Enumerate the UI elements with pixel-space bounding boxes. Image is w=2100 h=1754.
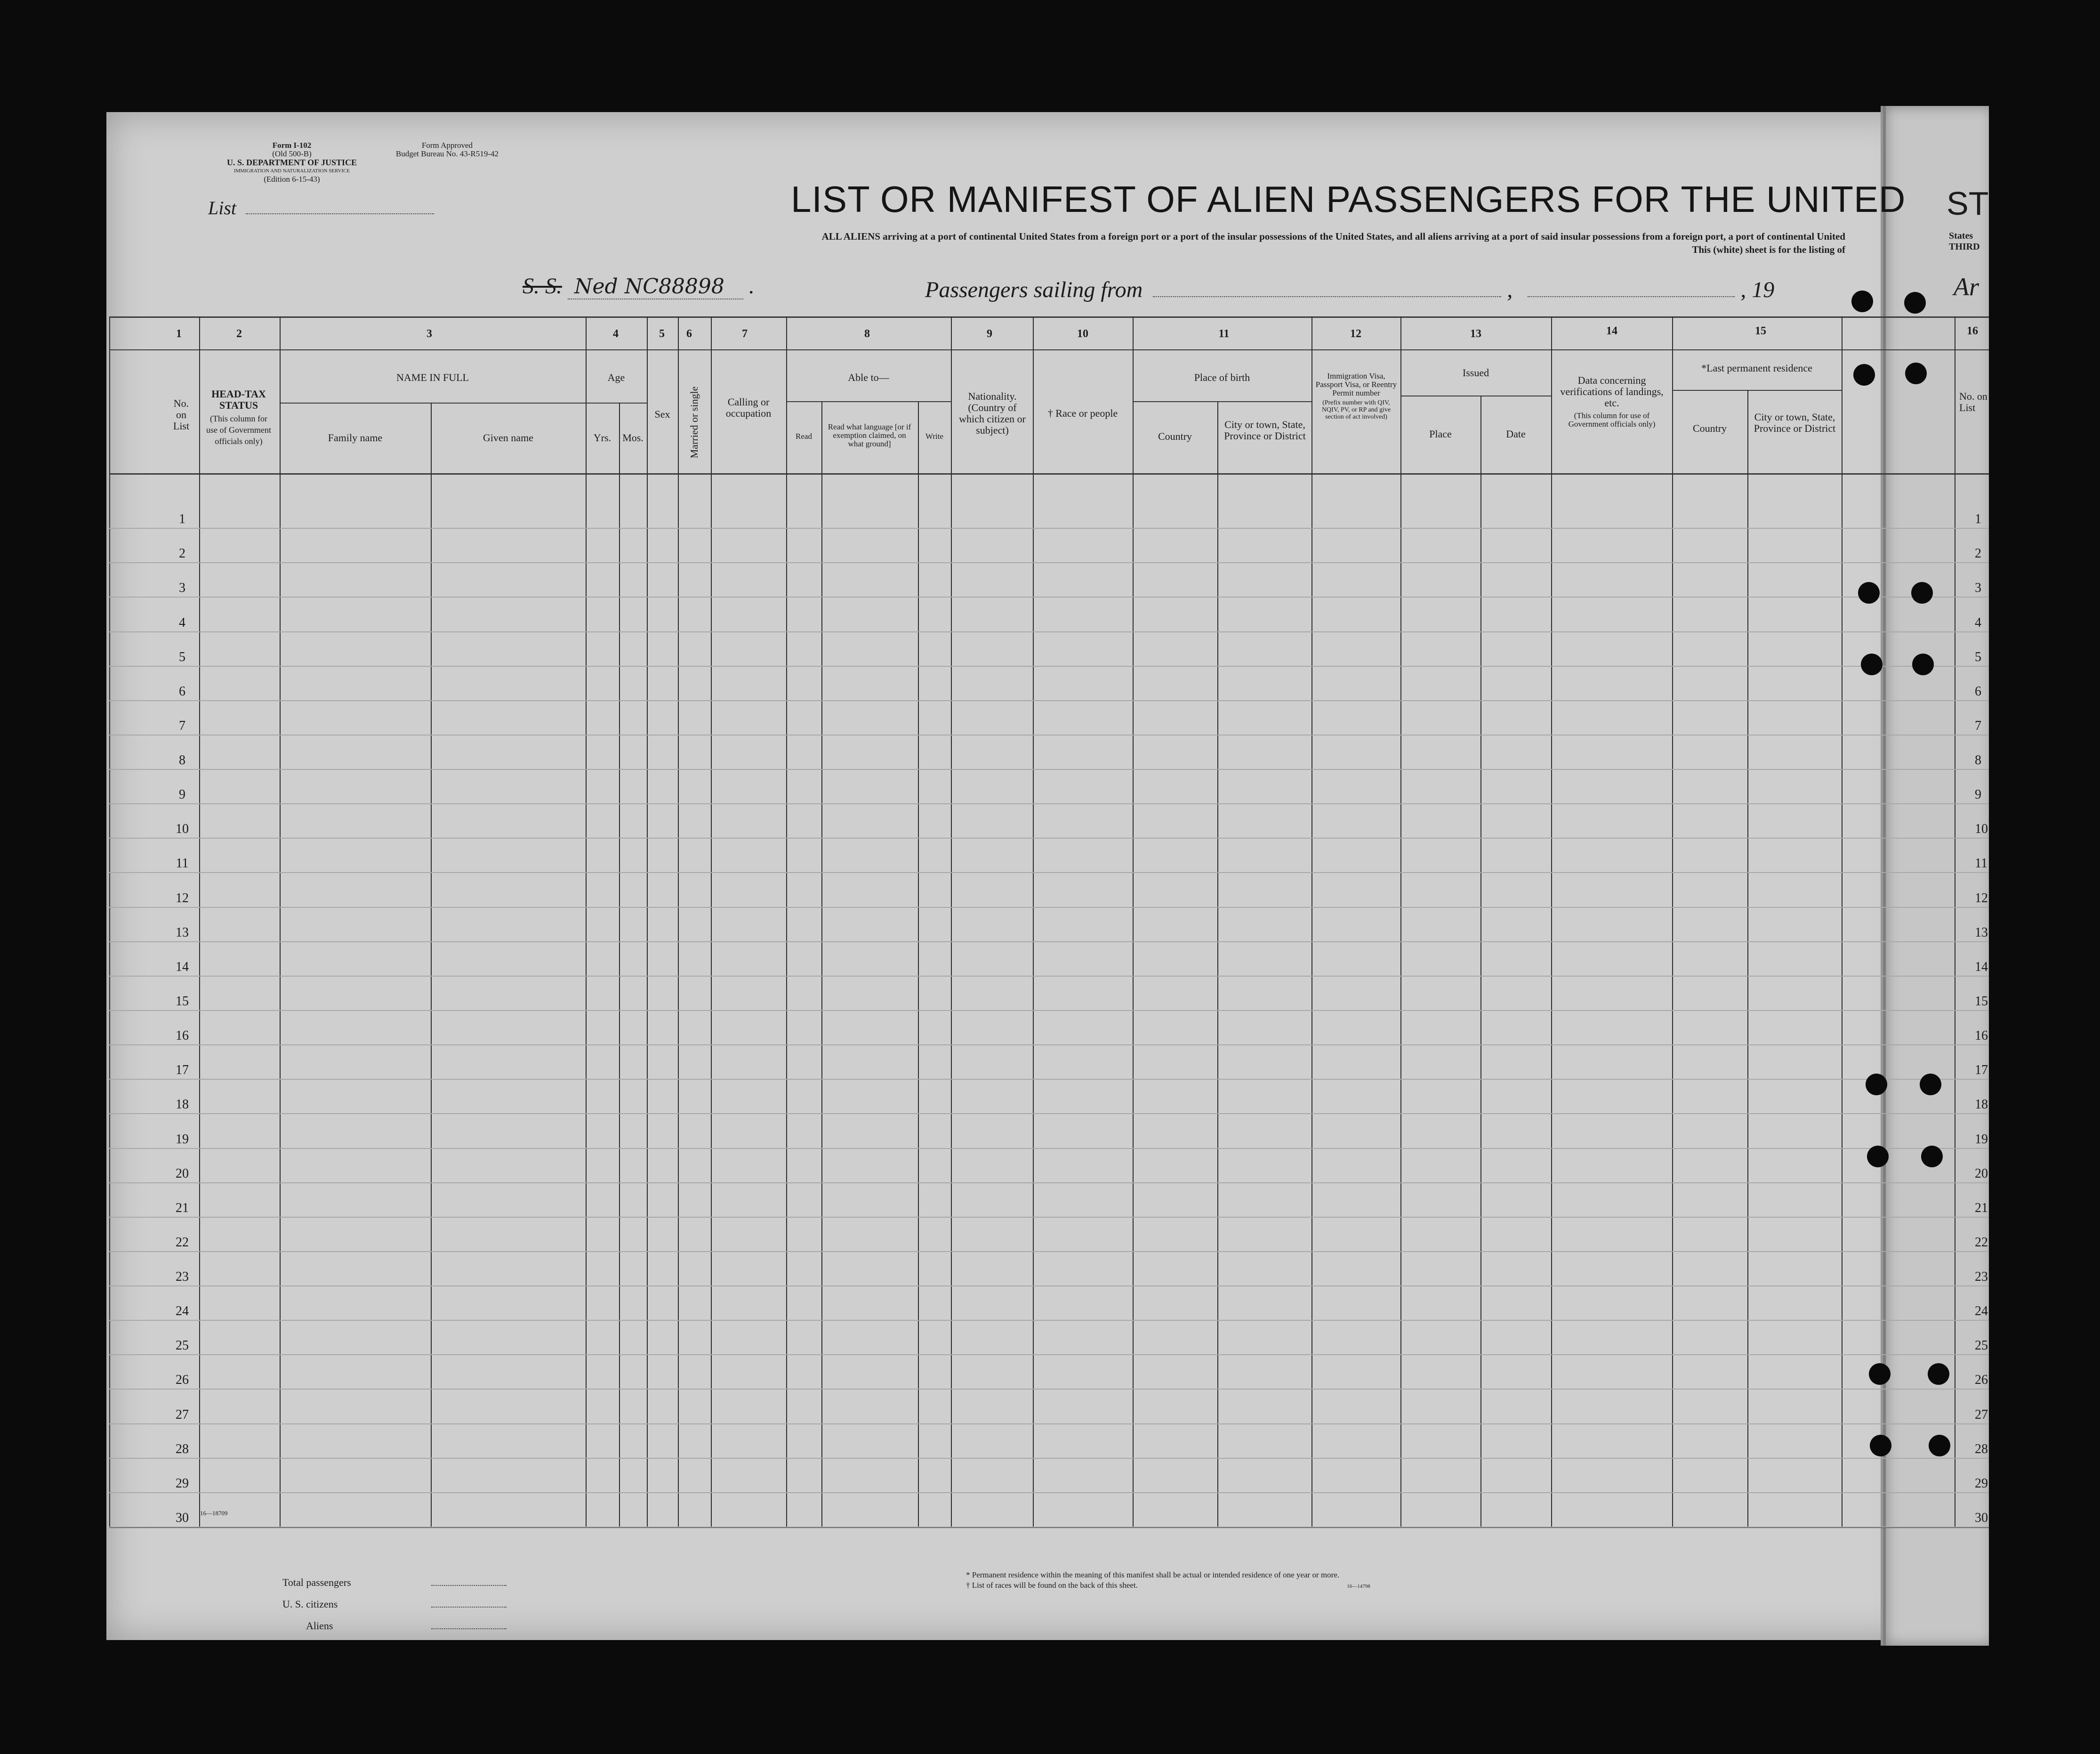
row-line — [109, 769, 1990, 770]
column-number: 4 — [613, 328, 619, 340]
row-number: 2 — [179, 546, 185, 561]
right-row-number: 26 — [1975, 1373, 1988, 1387]
row-number: 28 — [176, 1442, 189, 1456]
head-tax-title: HEAD-TAX STATUS — [211, 388, 266, 411]
name-subheader-line — [280, 403, 586, 404]
form-service: IMMIGRATION AND NATURALIZATION SERVICE — [233, 168, 350, 174]
column-number: 3 — [426, 328, 432, 340]
row-number: 27 — [176, 1407, 189, 1422]
column-divider — [1842, 316, 1843, 1528]
right-row-number: 24 — [1975, 1304, 1988, 1318]
row-line — [109, 838, 1990, 839]
right-row-number: 15 — [1975, 994, 1988, 1009]
row-line — [109, 907, 1990, 908]
row-number: 10 — [176, 822, 189, 836]
right-row-number: 4 — [1975, 615, 1981, 630]
ship-name[interactable]: Ned NC88898 — [568, 275, 743, 299]
us-citizens-label: U. S. citizens — [282, 1598, 338, 1610]
colnum-row-border — [109, 349, 1990, 350]
row-number: 19 — [176, 1132, 189, 1147]
row-line — [109, 1389, 1990, 1390]
issued-date-heading: Date — [1506, 428, 1526, 440]
birth-country-heading: Country — [1158, 430, 1192, 442]
read-heading: Read — [796, 432, 812, 441]
col16-heading: No. on List — [1959, 390, 1987, 413]
row-number: 7 — [179, 719, 185, 733]
row-line — [109, 562, 1990, 563]
row-number: 24 — [176, 1304, 189, 1318]
issued-heading: Issued — [1462, 367, 1489, 379]
right-row-number: 11 — [1975, 856, 1987, 871]
footnotes — [966, 1570, 1370, 1592]
able-subheader-line — [786, 401, 951, 402]
nationality-heading: Nationality. (Country of which citizen or subject) — [959, 390, 1026, 436]
row-number: 16 — [176, 1028, 189, 1043]
race-heading: † Race or people — [1047, 407, 1118, 419]
row-line — [109, 1527, 1990, 1528]
right-row-number: 6 — [1975, 684, 1981, 699]
punch-hole — [1929, 1435, 1950, 1456]
right-row-number: 13 — [1975, 925, 1988, 940]
row-number: 8 — [179, 753, 185, 768]
row-number: 12 — [176, 891, 189, 905]
aliens-label: Aliens — [306, 1620, 333, 1632]
list-blank[interactable] — [246, 213, 434, 214]
right-row-number: 2 — [1975, 546, 1981, 561]
row-line — [109, 941, 1990, 942]
issued-place-heading: Place — [1429, 428, 1452, 440]
column-number: 1 — [176, 328, 182, 340]
right-row-number: 28 — [1975, 1442, 1988, 1456]
list-field — [208, 197, 434, 219]
row-line — [109, 597, 1990, 598]
column-number: 16 — [1967, 325, 1978, 337]
column-number: 6 — [686, 328, 692, 340]
punch-hole — [1867, 1146, 1889, 1167]
column-number: 8 — [864, 328, 870, 340]
column-divider — [1747, 390, 1748, 1528]
row-line — [109, 700, 1990, 701]
punch-hole — [1911, 582, 1933, 604]
column-number: 15 — [1755, 325, 1766, 337]
row-line — [109, 1285, 1990, 1286]
us-citizens-blank[interactable] — [431, 1607, 507, 1608]
sheet-fold — [1883, 106, 1886, 1646]
row-line — [109, 1354, 1990, 1355]
age-subheader-line — [586, 403, 647, 404]
aliens-row — [282, 1615, 507, 1637]
right-row-number: 9 — [1975, 787, 1981, 802]
scan-border — [1989, 94, 2100, 1672]
total-passengers-row — [282, 1572, 507, 1593]
column-number: 10 — [1077, 328, 1088, 340]
ship-field: S. S. Ned NC88898 . — [523, 274, 755, 299]
list-label: List — [208, 197, 237, 218]
right-row-number: 12 — [1975, 891, 1988, 905]
manifest-sheet — [106, 112, 1911, 1640]
page-title: LIST OR MANIFEST OF ALIEN PASSENGERS FOR THE UNITED — [791, 178, 1906, 220]
column-divider — [1133, 316, 1134, 1528]
row-number: 3 — [179, 581, 185, 595]
visa-heading — [1315, 372, 1397, 420]
row-line — [109, 1148, 1990, 1149]
row-line — [109, 735, 1990, 736]
row-number: 13 — [176, 925, 189, 940]
row-line — [109, 872, 1990, 873]
row-number: 15 — [176, 994, 189, 1009]
row-number: 30 — [176, 1511, 189, 1525]
row-line — [109, 1423, 1990, 1424]
row-number: 5 — [179, 650, 185, 664]
right-row-number: 20 — [1975, 1166, 1988, 1181]
given-name-heading: Given name — [483, 432, 533, 444]
print-code: 16—18709 — [200, 1510, 228, 1517]
right-row-number: 8 — [1975, 753, 1981, 768]
row-number: 17 — [176, 1063, 189, 1077]
punch-hole — [1866, 1074, 1887, 1095]
visa-note: (Prefix number with QIV, NQIV, PV, or RP and give section of act involved) — [1321, 399, 1391, 420]
column-divider — [586, 316, 587, 1528]
punch-hole — [1858, 582, 1880, 604]
column-divider — [1217, 401, 1218, 1528]
row-line — [109, 976, 1990, 977]
right-row-number: 30 — [1975, 1511, 1988, 1525]
column-number: 12 — [1350, 328, 1361, 340]
column-divider — [711, 316, 712, 1528]
right-row-number: 7 — [1975, 719, 1981, 733]
row-line — [109, 631, 1990, 632]
row-line — [109, 1492, 1990, 1493]
row-line — [109, 666, 1990, 667]
sailing-port-blank[interactable] — [1153, 296, 1501, 297]
instructions-continued-1: States — [1949, 231, 1973, 241]
footnote-code: 16—14798 — [1347, 1584, 1370, 1589]
punch-hole — [1851, 291, 1873, 312]
row-number: 22 — [176, 1235, 189, 1250]
right-row-number: 19 — [1975, 1132, 1988, 1147]
form-edition: (Edition 6-15-43) — [264, 175, 320, 184]
row-number: 23 — [176, 1269, 189, 1284]
us-citizens-row — [282, 1593, 507, 1615]
visa-title: Immigration Visa, Passport Visa, or Reentry Permit number — [1315, 372, 1397, 397]
right-row-number: 16 — [1975, 1028, 1988, 1043]
birth-subheader-line — [1133, 401, 1311, 402]
right-row-number: 5 — [1975, 650, 1981, 664]
sheet-note: This (white) sheet is for the listing of — [1692, 244, 1845, 255]
column-number: 5 — [659, 328, 665, 340]
column-number: 9 — [987, 328, 992, 340]
right-row-number: 21 — [1975, 1201, 1988, 1215]
column-divider — [280, 316, 281, 1528]
form-number: Form I-102 — [272, 141, 312, 150]
instructions-continued — [1949, 231, 1980, 252]
ship-label: S. S. — [523, 274, 562, 299]
column-divider — [1400, 316, 1401, 1528]
right-row-number: 27 — [1975, 1407, 1988, 1422]
verification-note: (This column for use of Government officials only) — [1568, 411, 1656, 428]
row-number: 14 — [176, 960, 189, 974]
right-row-number: 22 — [1975, 1235, 1988, 1250]
form-approval — [377, 141, 518, 158]
birthplace-heading: Place of birth — [1194, 372, 1250, 383]
residence-country-heading: Country — [1692, 422, 1727, 434]
sailing-date-blank[interactable] — [1528, 296, 1735, 297]
row-number: 6 — [179, 684, 185, 699]
row-number: 20 — [176, 1166, 189, 1181]
instructions-continued-2: THIRD — [1949, 242, 1980, 252]
form-department: U. S. DEPARTMENT OF JUSTICE — [226, 158, 357, 167]
punch-hole — [1869, 1363, 1891, 1385]
column-divider — [786, 316, 787, 1528]
column-number: 13 — [1470, 328, 1481, 340]
row-number: 29 — [176, 1476, 189, 1491]
col2-heading — [203, 388, 274, 447]
row-number: 21 — [176, 1201, 189, 1215]
write-heading: Write — [925, 432, 944, 441]
aliens-blank[interactable] — [431, 1628, 507, 1629]
residence-city-heading: City or town, State, Province or District — [1754, 411, 1836, 434]
language-heading: Read what language [or if exemption claimed, on what ground] — [828, 422, 911, 448]
page-title-continued: ST — [1947, 185, 1989, 222]
right-row-number: 14 — [1975, 960, 1988, 974]
column-divider — [431, 403, 432, 1528]
row-line — [109, 803, 1990, 804]
verification-heading — [1558, 375, 1666, 428]
table-top-border — [109, 316, 1990, 318]
punch-hole — [1870, 1435, 1891, 1456]
punch-hole — [1905, 363, 1927, 384]
right-row-number: 23 — [1975, 1269, 1988, 1284]
arriving-continued: Ar — [1954, 273, 1979, 301]
totals-block — [282, 1572, 507, 1637]
punch-hole — [1861, 654, 1883, 675]
verification-title: Data concerning verifications of landings, etc. — [1560, 374, 1664, 409]
row-line — [109, 528, 1990, 529]
form-id-block — [179, 141, 405, 184]
row-line — [109, 1217, 1990, 1218]
punch-hole — [1853, 364, 1875, 386]
sailing-label: Passengers sailing from — [925, 277, 1143, 302]
column-divider — [821, 401, 822, 1528]
punch-hole — [1904, 292, 1926, 314]
column-number: 14 — [1606, 325, 1617, 337]
footnote-races-row — [966, 1580, 1370, 1592]
age-years-heading: Yrs. — [593, 432, 611, 444]
birth-city-heading: City or town, State, Province or District — [1224, 419, 1306, 442]
right-row-number: 18 — [1975, 1097, 1988, 1112]
right-row-number: 29 — [1975, 1476, 1988, 1491]
column-divider — [647, 316, 648, 1528]
budget-bureau: Budget Bureau No. 43-R519-42 — [395, 149, 499, 158]
punch-hole — [1912, 654, 1934, 675]
row-number: 4 — [179, 615, 185, 630]
head-tax-note: (This column for use of Government officials only) — [206, 414, 271, 446]
form-old-number: (Old 500-B) — [272, 149, 312, 158]
row-number: 9 — [179, 787, 185, 802]
row-number: 11 — [176, 856, 189, 871]
occupation-heading: Calling or occupation — [725, 396, 772, 419]
row-line — [109, 1113, 1990, 1114]
marital-heading: Married or single — [688, 386, 700, 459]
right-row-number: 1 — [1975, 512, 1981, 526]
family-name-heading: Family name — [328, 432, 383, 444]
column-divider — [619, 403, 620, 1528]
row-line — [109, 1320, 1990, 1321]
total-passengers-label: Total passengers — [282, 1576, 351, 1588]
form-approved: Form Approved — [421, 141, 473, 150]
right-row-number: 10 — [1975, 822, 1988, 836]
column-divider — [918, 401, 919, 1528]
row-number: 18 — [176, 1097, 189, 1112]
residence-subheader-line — [1672, 390, 1842, 391]
sailing-field: Passengers sailing from , , 19 — [925, 277, 1775, 302]
footnote-races: † List of races will be found on the back of this sheet. — [966, 1581, 1138, 1590]
row-line — [109, 1079, 1990, 1080]
column-divider — [1311, 316, 1312, 1528]
col1-heading: No. on List — [173, 397, 190, 432]
right-row-number: 25 — [1975, 1338, 1988, 1353]
column-divider — [1033, 316, 1034, 1528]
row-number: 26 — [176, 1373, 189, 1387]
right-row-number: 3 — [1975, 581, 1981, 595]
column-divider — [951, 316, 952, 1528]
column-divider — [678, 316, 679, 1528]
age-months-heading: Mos. — [622, 432, 644, 444]
column-divider — [1672, 316, 1673, 1528]
column-number: 2 — [236, 328, 242, 340]
header-bottom-border — [109, 473, 1990, 475]
row-line — [109, 1010, 1990, 1011]
sex-heading: Sex — [654, 408, 670, 420]
column-number: 11 — [1218, 328, 1230, 340]
column-divider — [109, 316, 110, 1528]
footnote-residence: * Permanent residence within the meaning of this manifest shall be actual or intended residence of one year or more. — [966, 1570, 1340, 1579]
row-line — [109, 1458, 1990, 1459]
punch-hole — [1921, 1146, 1943, 1167]
age-heading: Age — [607, 372, 625, 383]
row-number: 1 — [179, 512, 185, 526]
punch-hole — [1928, 1363, 1949, 1385]
punch-hole — [1920, 1074, 1941, 1095]
row-number: 25 — [176, 1338, 189, 1353]
instructions: ALL ALIENS arriving at a port of continental United States from a foreign port or a port of the insular possessions of the United States, and all aliens arriving at a port of said insular possessions from a foreign port, a port of continental United — [821, 231, 1845, 242]
right-row-number: 17 — [1975, 1063, 1988, 1077]
column-divider — [1480, 396, 1481, 1528]
able-to-heading: Able to— — [848, 372, 889, 383]
year-label: , 19 — [1740, 277, 1775, 302]
row-line — [109, 1182, 1990, 1183]
column-number: 7 — [742, 328, 748, 340]
name-heading: NAME IN FULL — [396, 372, 469, 383]
row-line — [109, 1251, 1990, 1252]
total-passengers-blank[interactable] — [431, 1585, 507, 1586]
row-line — [109, 1044, 1990, 1045]
column-divider — [1551, 316, 1552, 1528]
residence-heading: *Last permanent residence — [1701, 362, 1812, 374]
